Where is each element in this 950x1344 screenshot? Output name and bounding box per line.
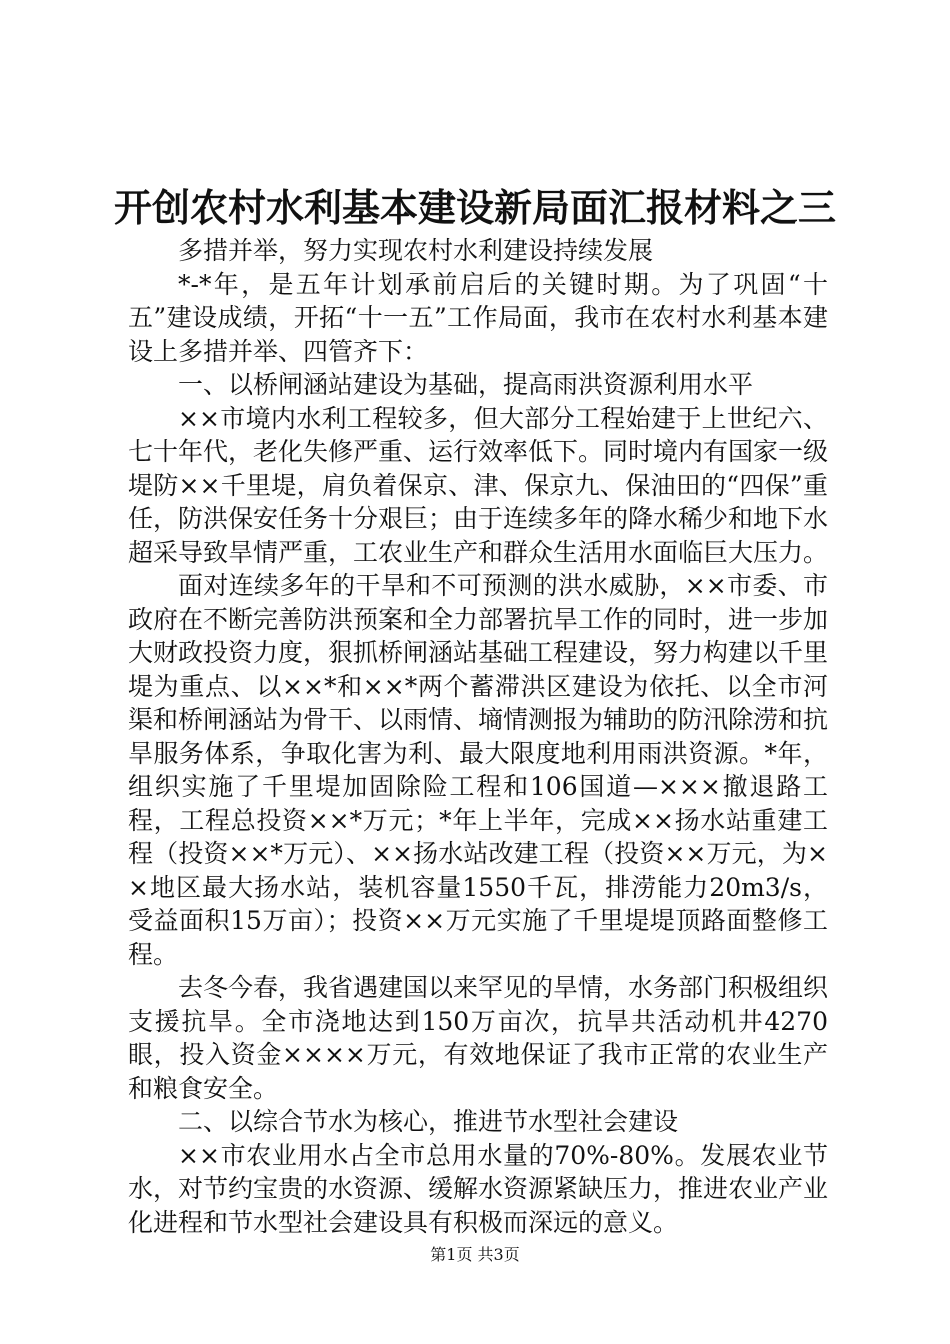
page-footer: 第1页 共3页 (430, 1245, 520, 1264)
paragraph-background: ××市境内水利工程较多，但大部分工程始建于上世纪六、七十年代，老化失修严重、运行效率低下。同时境内有国家一级堤防××千里堤，肩负着保京、津、保京九、保油田的“四保”重任，防洪保安任务十分艰巨；由于连续多年的降水稀少和地下水超采导致旱情严重，工农业生产和群众生活用水面临巨大压力。 (128, 403, 829, 567)
paragraph-water-saving: ××市农业用水占全市总用水量的70%-80%。发展农业节水，对节约宝贵的水资源、缓解水资源紧缺压力，推进农业产业化进程和节水型社会建设具有积极而深远的意义。 (128, 1140, 829, 1237)
document-title: 开创农村水利基本建设新局面汇报材料之三 (113, 185, 836, 230)
paragraph-intro: *-*年，是五年计划承前启后的关键时期。为了巩固“十五”建设成绩，开拓“十一五”工作局面，我市在农村水利基本建设上多措并举、四管齐下： (128, 269, 828, 366)
paragraph-measures: 面对连续多年的干旱和不可预测的洪水威胁，××市委、市政府在不断完善防洪预案和全力部署抗旱工作的同时，进一步加大财政投资力度，狠抓桥闸涵站基础工程建设，努力构建以千里堤为重点、以××*和××*两个蓄滞洪区建设为依托、以全市河渠和桥闸涵站为骨干、以雨情、墒情测报为辅助的防汛除涝和抗旱服务体系，争取化害为利、最大限度地利用雨洪资源。*年，组织实施了千里堤加固除险工程和106国道—×××撤退路工程，工程总投资××*万元；*年上半年，完成××扬水站重建工程（投资××*万元）、××扬水站改建工程（投资××万元，为××地区最大扬水站，装机容量1550千瓦，排涝能力20m3/s，受益面积15万亩）；投资××万元实施了千里堤堤顶路面整修工程。 (128, 571, 829, 969)
paragraph-subtitle: 多措并举，努力实现农村水利建设持续发展 (178, 236, 654, 265)
paragraph-drought-relief: 去冬今春，我省遇建国以来罕见的旱情，水务部门积极组织支援抗旱。全市浇地达到150万亩次，抗旱共活动机井4270眼，投入资金××××万元，有效地保证了我市正常的农业生产和粮食安全。 (128, 973, 829, 1103)
section-heading-1: 一、以桥闸涵站建设为基础，提高雨洪资源利用水平 (178, 370, 754, 399)
section-heading-2: 二、以综合节水为核心，推进节水型社会建设 (178, 1107, 679, 1136)
document-body (128, 234, 828, 1239)
